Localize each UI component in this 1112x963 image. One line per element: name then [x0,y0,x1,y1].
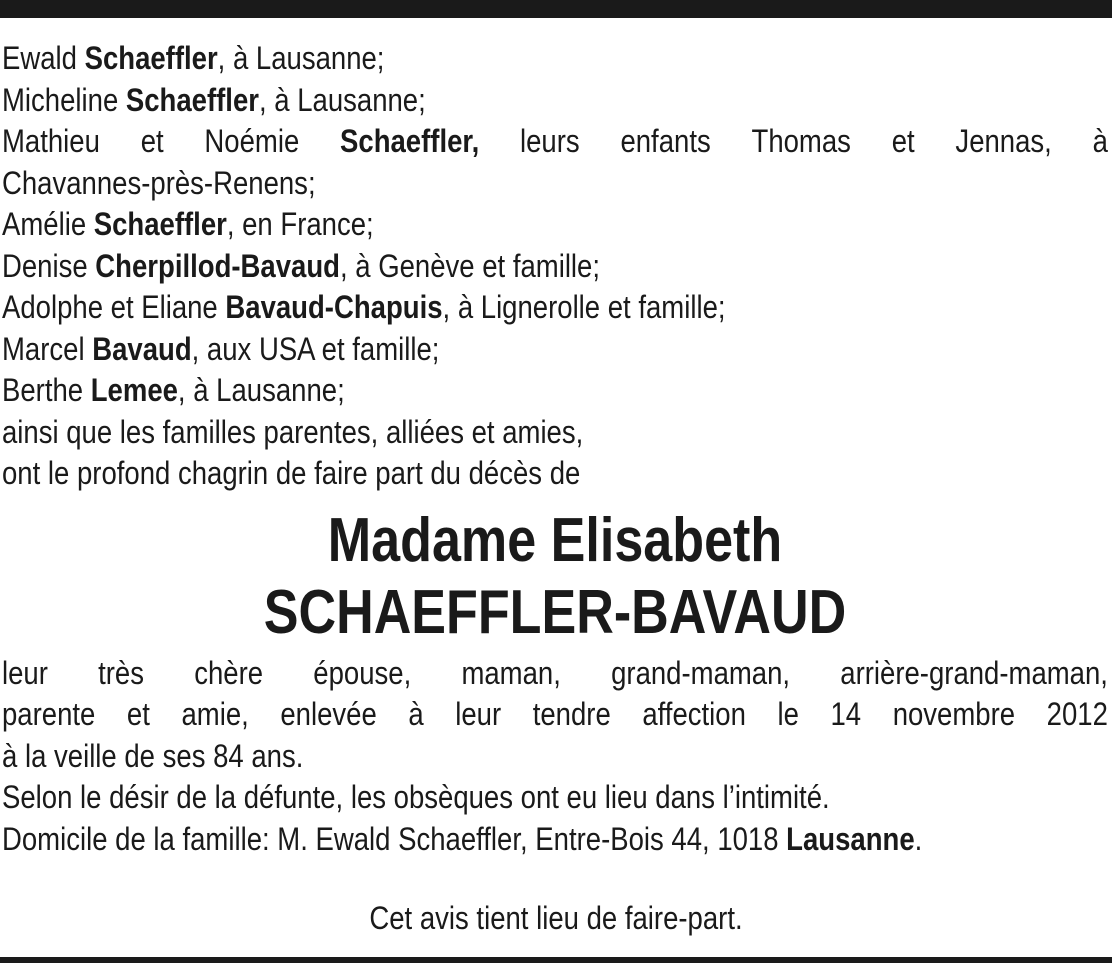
family-line: Marcel Bavaud, aux USA et famille; [2,330,440,367]
obituary-notice [2,38,1108,860]
body-line: Selon le désir de la défunte, les obsèques ont eu lieu dans l’intimité. [2,779,830,815]
family-line: Denise Cherpillod-Bavaud, à Genève et famille; [2,247,600,284]
family-list [2,38,1108,495]
family-line: Micheline Schaeffler, à Lausanne; [2,81,426,118]
closing-note: Cet avis tient lieu de faire-part. [369,900,743,936]
deceased-name [90,505,1019,649]
body-line-justified: parente et amie, enlevée à leur tendre affection le 14 novembre 2012 [2,696,1108,732]
family-line: Ewald Schaeffler, à Lausanne; [2,40,385,76]
family-line: ont le profond chagrin de faire part du décès de [2,455,581,491]
family-line-justified: Mathieu et Noémie Schaeffler, leurs enfants Thomas et Jennas, à [2,123,1108,159]
family-line: Berthe Lemee, à Lausanne; [2,372,345,408]
announcement-body [2,653,1108,861]
deceased-name-line2: SCHAEFFLER-BAVAUD [263,577,847,647]
family-line: Amélie Schaeffler, en France; [2,206,374,242]
family-line: ainsi que les familles parentes, alliées et amies, [2,413,584,450]
body-line-address: Domicile de la famille: M. Ewald Schaeffler, Entre-Bois 44, 1018 Lausanne. [2,820,923,857]
body-line: à la veille de ses 84 ans. [2,737,304,774]
bottom-rule [0,957,1112,963]
deceased-name-line1: Madame Elisabeth [327,505,783,575]
family-line: Chavannes-près-Renens; [2,164,316,201]
body-line-justified: leur très chère épouse, maman, grand-maman, arrière-grand-maman, [2,654,1108,691]
family-line: Adolphe et Eliane Bavaud-Chapuis, à Lignerolle et famille; [2,289,726,325]
top-rule [0,0,1112,18]
